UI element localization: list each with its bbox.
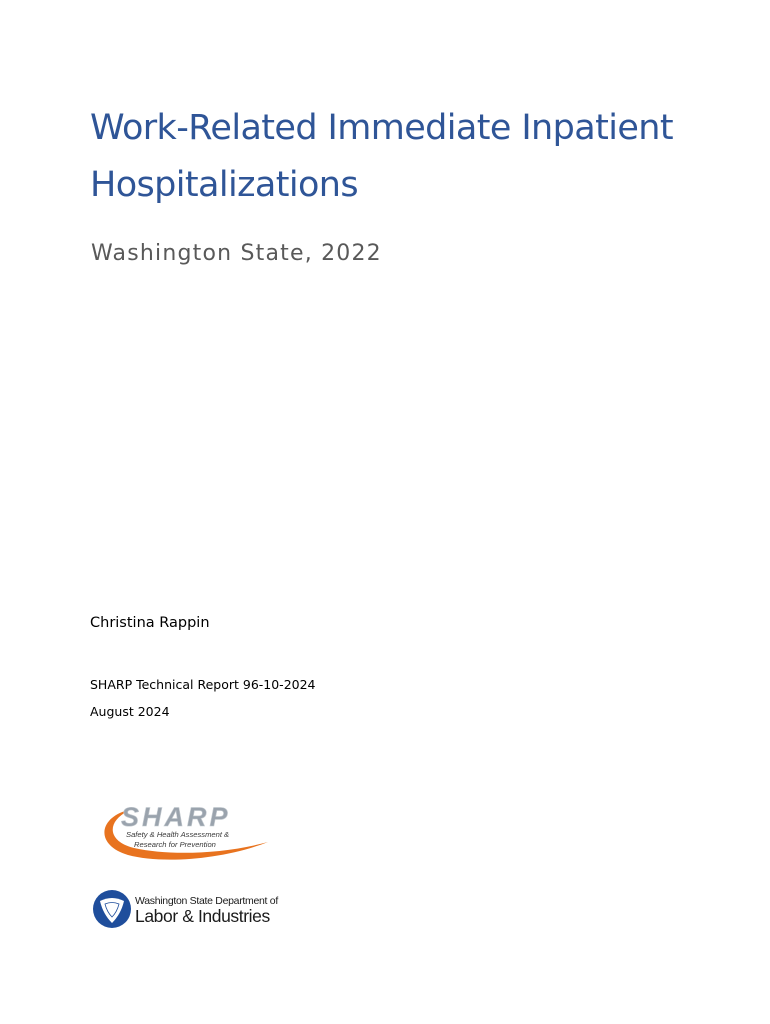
report-subtitle: Washington State, 2022 [91, 241, 382, 266]
sharp-tagline-1: Safety & Health Assessment & [126, 830, 230, 839]
lni-logo [92, 886, 292, 934]
sharp-wordmark: SHARP [121, 802, 231, 832]
lni-mark-icon [92, 886, 132, 930]
report-date: August 2024 [90, 704, 170, 719]
report-number: SHARP Technical Report 96-10-2024 [90, 677, 316, 692]
sharp-tagline-2: Research for Prevention [134, 840, 216, 849]
lni-name-text: Labor & Industries [135, 906, 270, 926]
report-title: Work-Related Immediate Inpatient Hospitalizations [90, 108, 673, 205]
report-author: Christina Rappin [90, 615, 210, 631]
lni-department-text: Washington State Department of [135, 895, 278, 907]
sharp-logo [92, 800, 272, 862]
